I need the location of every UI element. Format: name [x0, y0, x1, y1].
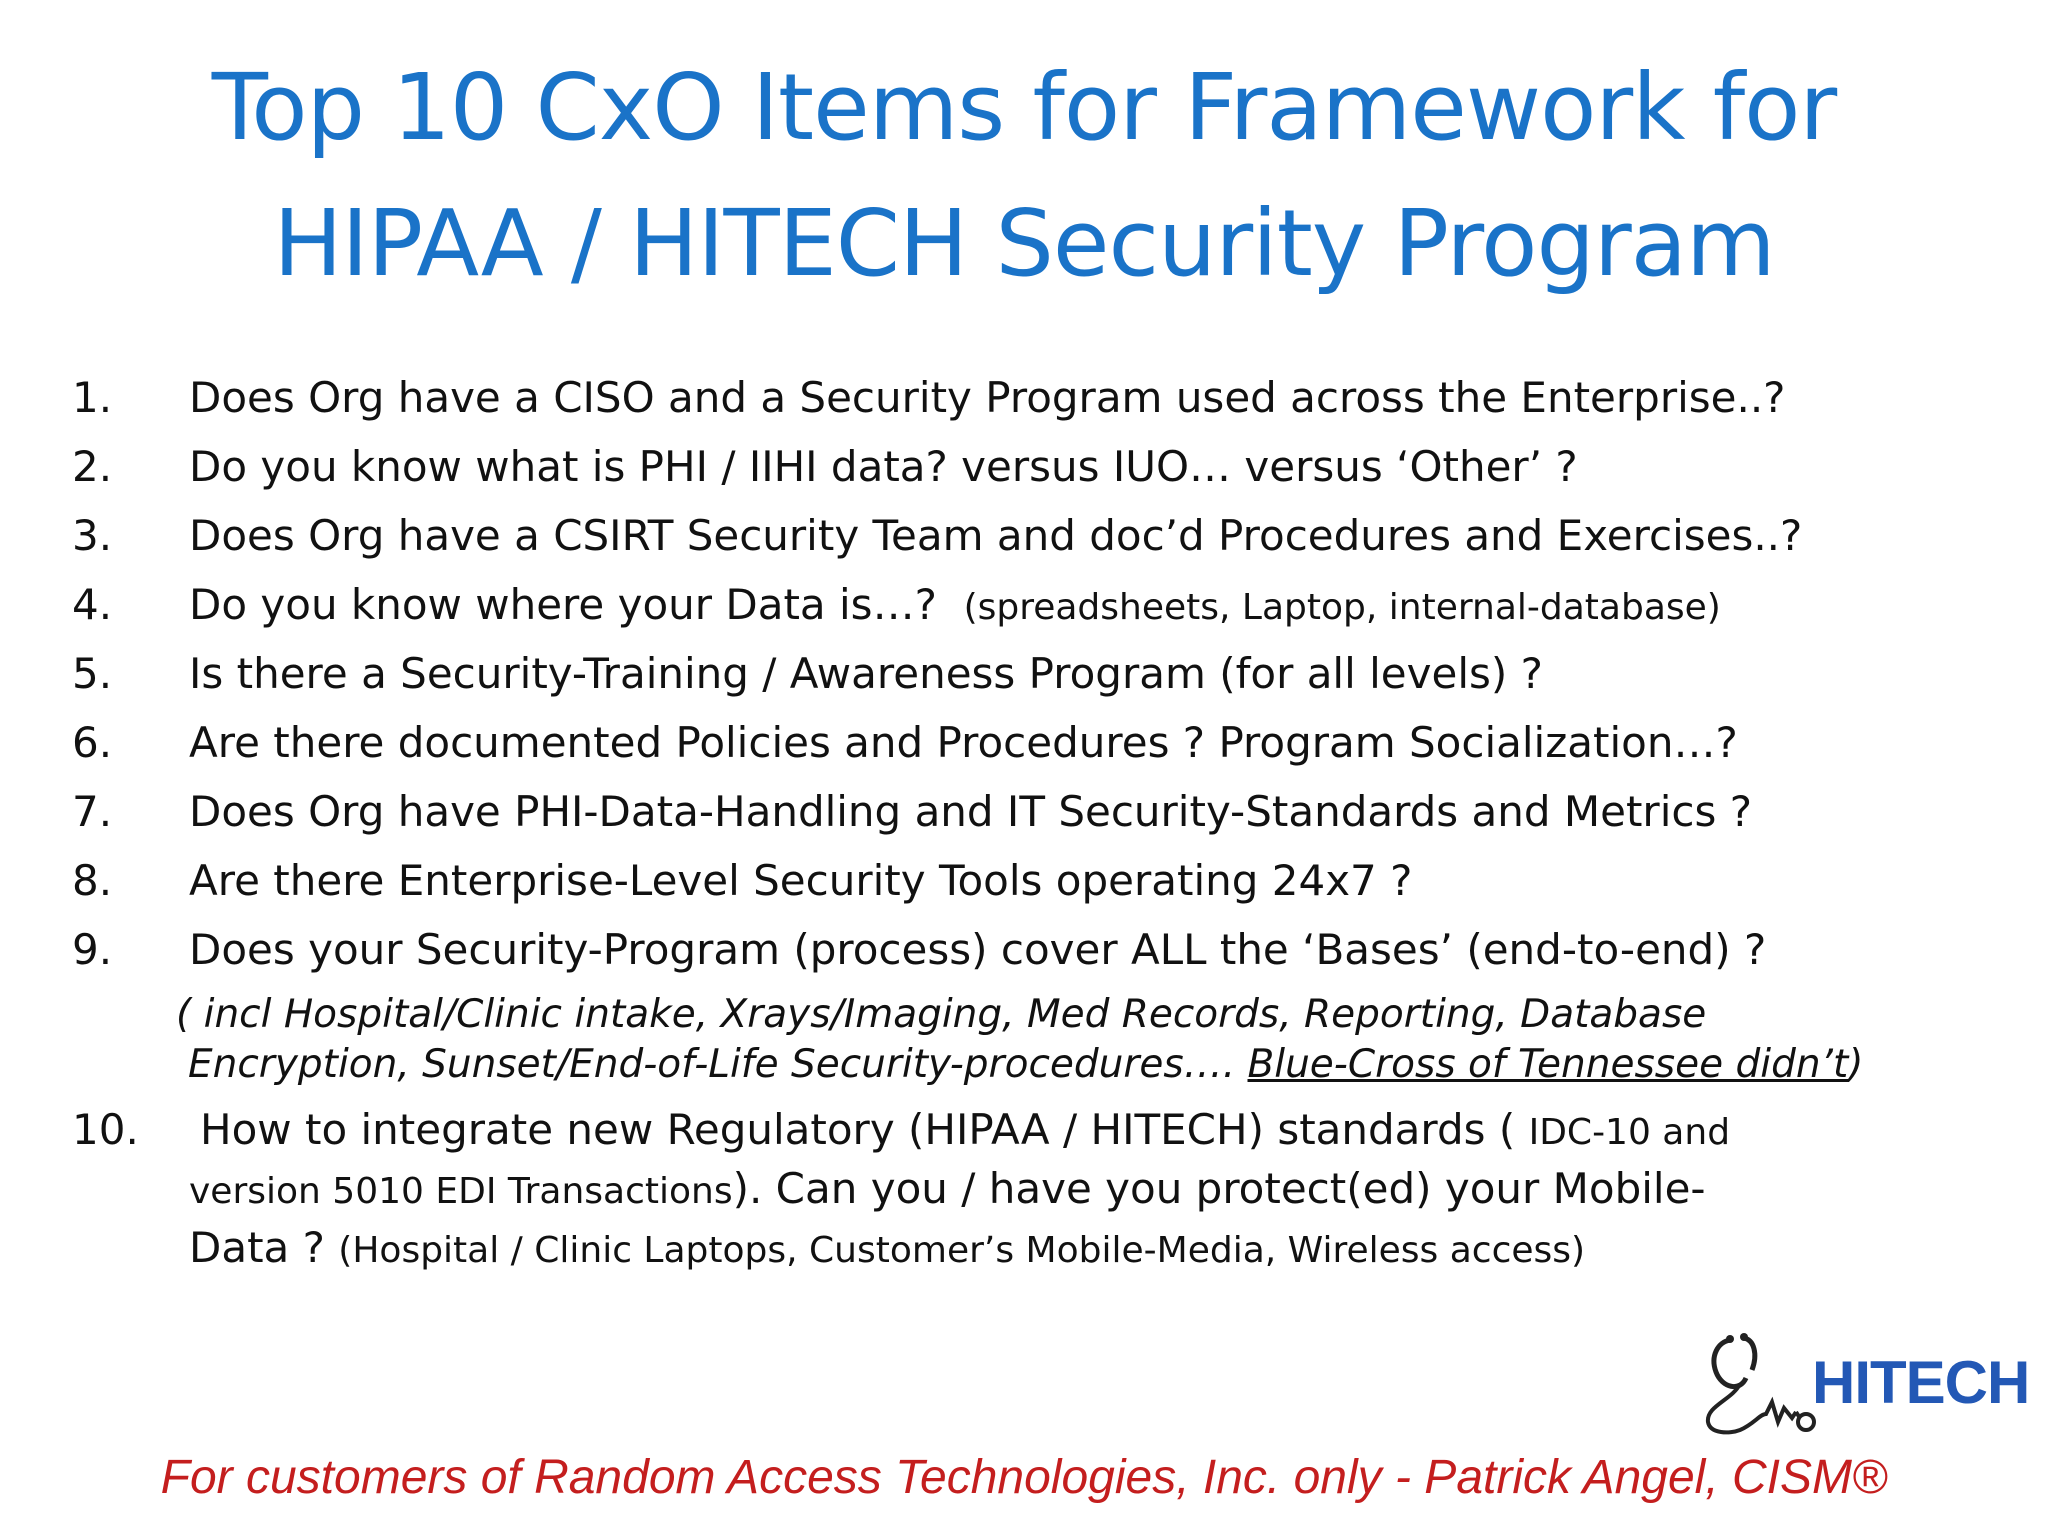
item-text: Do you know where your Data is…? — [189, 580, 937, 629]
title-line-1: Top 10 CxO Items for Framework for — [211, 54, 1837, 161]
item-text: Are there Enterprise-Level Security Tools operating 24x7 ? — [189, 856, 1413, 905]
item-text: Is there a Security-Training / Awareness Program (for all levels) ? — [189, 649, 1543, 698]
note-line-2 — [176, 1040, 1863, 1090]
note-line-2-text: Encryption, Sunset/End-of-Life Security-procedures…. — [188, 1042, 1248, 1087]
note-close-paren: ) — [1848, 1042, 1864, 1087]
item10-line2-text: ). Can you / have you protect(ed) your Mobile- — [732, 1164, 1706, 1213]
item-text: Do you know what is PHI / IIHI data? versus IUO… versus ‘Other’ ? — [189, 442, 1578, 491]
item-number: 7. — [72, 787, 113, 836]
item10-line2-detail: version 5010 EDI Transactions — [189, 1171, 733, 1212]
logo-text: HITECH — [1812, 1349, 2030, 1416]
item-9-note — [176, 990, 1863, 1090]
list-item — [72, 506, 1802, 566]
item-number: 10. — [72, 1105, 139, 1154]
stethoscope-icon — [1700, 1330, 1830, 1440]
list-item — [72, 368, 1785, 428]
item-text: Does Org have a CISO and a Security Program used across the Enterprise..? — [189, 373, 1786, 422]
list-item — [72, 920, 1766, 980]
item-text: Does Org have a CSIRT Security Team and doc’d Procedures and Exercises..? — [189, 511, 1803, 560]
list-item-10 — [72, 1102, 1730, 1279]
item-number: 8. — [72, 856, 113, 905]
item-number: 9. — [72, 925, 113, 974]
list-item — [72, 644, 1543, 704]
item-detail: (spreadsheets, Laptop, internal-database) — [963, 587, 1721, 628]
page-title — [0, 40, 2048, 312]
item-number: 1. — [72, 373, 113, 422]
item-number: 2. — [72, 442, 113, 491]
item-text: Does your Security-Program (process) cover ALL the ‘Bases’ (end-to-end) ? — [189, 925, 1767, 974]
item10-line1-text: How to integrate new Regulatory (HIPAA / HITECH) standards ( — [200, 1105, 1516, 1154]
footer-note: For customers of Random Access Technologies, Inc. only - Patrick Angel, CISM® — [160, 1451, 1888, 1504]
item-number: 3. — [72, 511, 113, 560]
item-text: Does Org have PHI-Data-Handling and IT Security-Standards and Metrics ? — [189, 787, 1752, 836]
item-number: 4. — [72, 580, 113, 629]
item10-line3-text: Data ? — [189, 1223, 325, 1272]
title-line-2: HIPAA / HITECH Security Program — [273, 190, 1775, 297]
note-line-1: ( incl Hospital/Clinic intake, Xrays/Imaging, Med Records, Reporting, Database — [176, 992, 1707, 1037]
list-item — [72, 782, 1752, 842]
list-item — [72, 575, 1721, 638]
item-number: 6. — [72, 718, 113, 767]
item-text: Are there documented Policies and Procedures ? Program Socialization…? — [189, 718, 1738, 767]
list-item — [72, 713, 1738, 773]
list-item — [72, 851, 1412, 911]
item10-line3-detail: (Hospital / Clinic Laptops, Customer’s Mobile-Media, Wireless access) — [338, 1230, 1586, 1271]
item10-line1-detail: IDC-10 and — [1528, 1112, 1731, 1153]
list-item — [72, 437, 1578, 497]
hitech-logo — [1700, 1330, 2030, 1440]
item-number: 5. — [72, 649, 113, 698]
note-underlined-text: Blue-Cross of Tennessee didn’t — [1247, 1042, 1849, 1087]
